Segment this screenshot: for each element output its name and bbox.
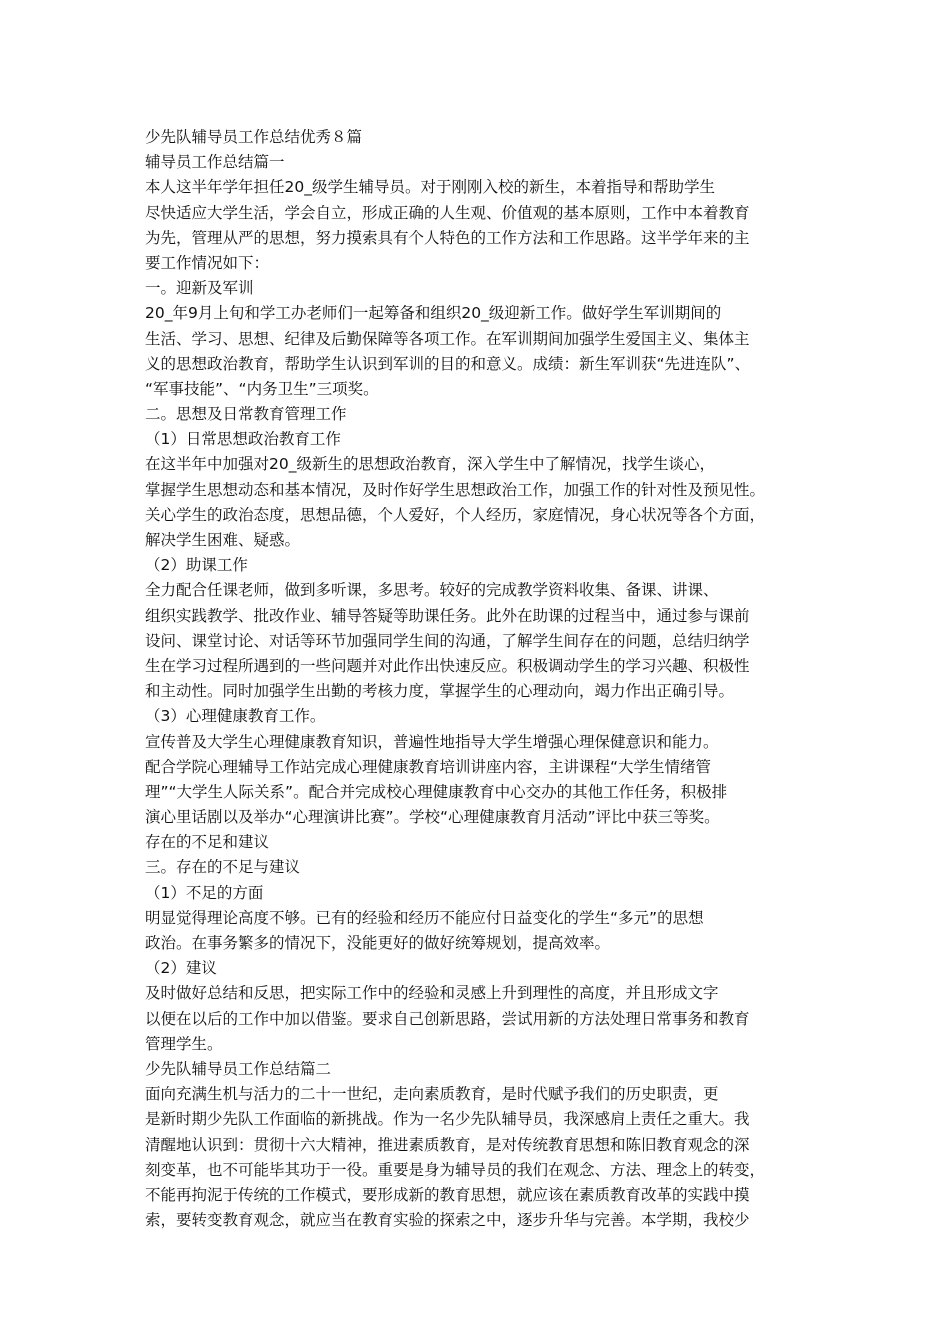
text-line: 要工作情况如下： xyxy=(145,253,270,272)
text-line: 尽快适应大学生活，学会自立，形成正确的人生观、价值观的基本原则，工作中本着教育 xyxy=(145,203,750,222)
text-line: 明显觉得理论高度不够。已有的经验和经历不能应付日益变化的学生“多元”的思想 xyxy=(145,908,704,927)
text-line: 存在的不足和建议 xyxy=(145,833,270,852)
text-line: 二。思想及日常教育管理工作 xyxy=(145,405,347,424)
text-line: 辅导员工作总结篇一 xyxy=(145,153,285,172)
text-line: 关心学生的政治态度，思想品德，个人爱好，个人经历，家庭情况，身心状况等各个方面， xyxy=(145,505,766,524)
text-line: 一。迎新及军训 xyxy=(145,279,254,298)
text-line: 20_年9月上旬和学工办老师们一起筹备和组织20_级迎新工作。做好学生军训期间的 xyxy=(145,304,722,323)
text-line: 本人这半年学年担任20_级学生辅导员。对于刚刚入校的新生，本着指导和帮助学生 xyxy=(145,178,715,197)
text-line: 刻变革，也不可能毕其功于一役。重要是身为辅导员的我们在观念、方法、理念上的转变， xyxy=(145,1160,766,1179)
text-line: （3）心理健康教育工作。 xyxy=(145,707,326,726)
text-line: 生在学习过程所遇到的一些问题并对此作出快速反应。积极调动学生的学习兴趣、积极性 xyxy=(145,656,750,675)
text-line: 为先，管理从严的思想，努力摸索具有个人特色的工作方法和工作思路。这半学年来的主 xyxy=(145,228,750,247)
text-line: 宣传普及大学生心理健康教育知识，普遍性地指导大学生增强心理保健意识和能力。 xyxy=(145,732,719,751)
text-line: 解决学生困难、疑惑。 xyxy=(145,531,301,549)
text-line: （1）不足的方面 xyxy=(145,883,264,902)
text-line: 索，要转变教育观念，就应当在教育实验的探索之中，逐步升华与完善。本学期，我校少 xyxy=(145,1211,750,1230)
text-line: 管理学生。 xyxy=(145,1034,223,1053)
text-line: 以便在以后的工作中加以借鉴。要求自己创新思路，尝试用新的方法处理日常事务和教育 xyxy=(145,1009,750,1028)
text-line: 少先队辅导员工作总结优秀８篇 xyxy=(145,128,363,146)
text-line: （1）日常思想政治教育工作 xyxy=(145,430,341,449)
text-line: 演心里话剧以及举办“心理演讲比赛”。学校“心理健康教育月活动”评比中获三等奖。 xyxy=(145,808,720,827)
text-line: （2）助课工作 xyxy=(145,556,248,575)
text-line: 清醒地认识到：贯彻十六大精神，推进素质教育，是对传统教育思想和陈旧教育观念的深 xyxy=(145,1135,750,1154)
text-line: （2）建议 xyxy=(145,959,217,978)
text-line: 政治。在事务繁多的情况下，没能更好的做好统筹规划，提高效率。 xyxy=(145,934,611,952)
text-line: 不能再拘泥于传统的工作模式，要形成新的教育思想，就应该在素质教育改革的实践中摸 xyxy=(145,1185,750,1204)
text-line: 配合学院心理辅导工作站完成心理健康教育培训讲座内容，主讲课程“大学生情绪管 xyxy=(145,757,712,776)
text-line: 和主动性。同时加强学生出勤的考核力度，掌握学生的心理动向，竭力作出正确引导。 xyxy=(145,682,735,701)
text-line: 组织实践教学、批改作业、辅导答疑等助课任务。此外在助课的过程当中，通过参与课前 xyxy=(145,606,750,625)
text-line: 三。存在的不足与建议 xyxy=(145,858,301,877)
text-line: 面向充满生机与活力的二十一世纪，走向素质教育，是时代赋予我们的历史职责，更 xyxy=(145,1085,719,1104)
text-line: 全力配合任课老师，做到多听课，多思考。较好的完成教学资料收集、备课、讲课、 xyxy=(145,581,719,600)
text-line: 掌握学生思想动态和基本情况，及时作好学生思想政治工作，加强工作的针对性及预见性。 xyxy=(145,480,766,499)
text-line: 理”“大学生人际关系”。配合并完成校心理健康教育中心交办的其他工作任务，积极排 xyxy=(145,782,728,801)
text-line: 少先队辅导员工作总结篇二 xyxy=(145,1059,332,1078)
text-line: 设问、课堂讨论、对话等环节加强同学生间的沟通，了解学生间存在的问题，总结归纳学 xyxy=(145,631,750,650)
text-line: 在这半年中加强对20_级新生的思想政治教育，深入学生中了解情况，找学生谈心， xyxy=(145,455,715,474)
text-line: 及时做好总结和反思，把实际工作中的经验和灵感上升到理性的高度，并且形成文字 xyxy=(145,984,719,1003)
text-line: 生活、学习、思想、纪律及后勤保障等各项工作。在军训期间加强学生爱国主义、集体主 xyxy=(145,329,750,348)
document-body xyxy=(145,125,810,1233)
text-line: “军事技能”、“内务卫生”三项奖。 xyxy=(145,379,379,398)
text-line: 是新时期少先队工作面临的新挑战。作为一名少先队辅导员，我深感肩上责任之重大。我 xyxy=(145,1110,750,1129)
text-line: 义的思想政治教育，帮助学生认识到军训的目的和意义。成绩：新生军训获“先进连队”、 xyxy=(145,354,751,373)
